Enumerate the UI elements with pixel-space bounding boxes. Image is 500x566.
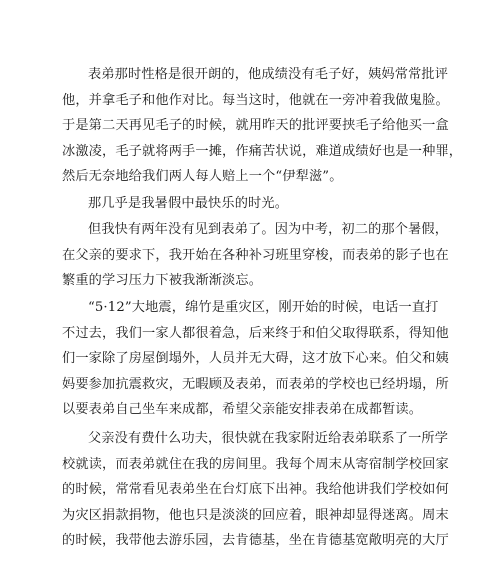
- paragraph-line: 然后无奈地给我们两人每人赔上一个“伊犁滋”。: [62, 169, 343, 184]
- paragraph-line: 校就读，而表弟就住在我的房间里。我每个周末从寄宿制学校回家: [62, 456, 449, 472]
- paragraph-line: 以要表弟自己坐车来成都，希望父亲能安排表弟在成都暂读。: [62, 402, 423, 417]
- paragraph-5: [62, 426, 449, 554]
- paragraph-line: 那几乎是我暑假中最快乐的时光。: [88, 196, 289, 211]
- paragraph-2: [62, 191, 442, 217]
- paragraph-line: 不过去，我们一家人都很着急，后来终于和伯父取得联系，得知他: [62, 325, 449, 341]
- paragraph-1: [62, 62, 463, 190]
- paragraph-line: 们一家除了房屋倒塌外，人员并无大碍，这才放下心来。伯父和姨: [62, 351, 449, 366]
- paragraph-3: [62, 217, 449, 294]
- paragraph-line: 父亲没有费什么功夫，很快就在我家附近给表弟联系了一所学: [88, 431, 449, 446]
- paragraph-4: [62, 295, 449, 423]
- paragraph-line: 他，并拿毛子和他作对比。每当这时，他就在一旁冲着我做鬼脸。: [62, 92, 449, 108]
- paragraph-line: “5·12”大地震，绵竹是重灾区，刚开始的时候，电话一直打: [88, 300, 439, 315]
- paragraph-line: 表弟那时性格是很开朗的，他成绩没有毛子好，姨妈常常批评: [88, 67, 449, 82]
- paragraph-line: 的时候，我带他去游乐园，去肯德基，坐在肯德基宽敞明亮的大厅: [62, 533, 449, 548]
- paragraph-line: 妈要参加抗震救灾，无暇顾及表弟，而表弟的学校也已经坍塌，所: [62, 376, 449, 392]
- paragraph-line: 为灾区捐款捐物，他也只是淡淡的回应着，眼神却显得迷离。周末: [62, 507, 449, 523]
- paragraph-line: 的时候，常常看见表弟坐在台灯底下出神。我给他讲我们学校如何: [62, 482, 449, 497]
- paragraph-line: 在父亲的要求下，我开始在各种补习班里穿梭，而表弟的影子也在: [62, 247, 449, 263]
- paragraph-line: 于是第二天再见毛子的时候，就用昨天的批评要挟毛子给他买一盒: [62, 118, 449, 133]
- paragraph-line: 冰激凌，毛子就将两手一摊，作痛苦状说，难道成绩好也是一种罪，: [62, 143, 463, 159]
- paragraph-line: 繁重的学习压力下被我渐渐淡忘。: [62, 273, 263, 288]
- paragraph-line: 但我快有两年没有见到表弟了。因为中考，初二的那个暑假，: [88, 222, 449, 237]
